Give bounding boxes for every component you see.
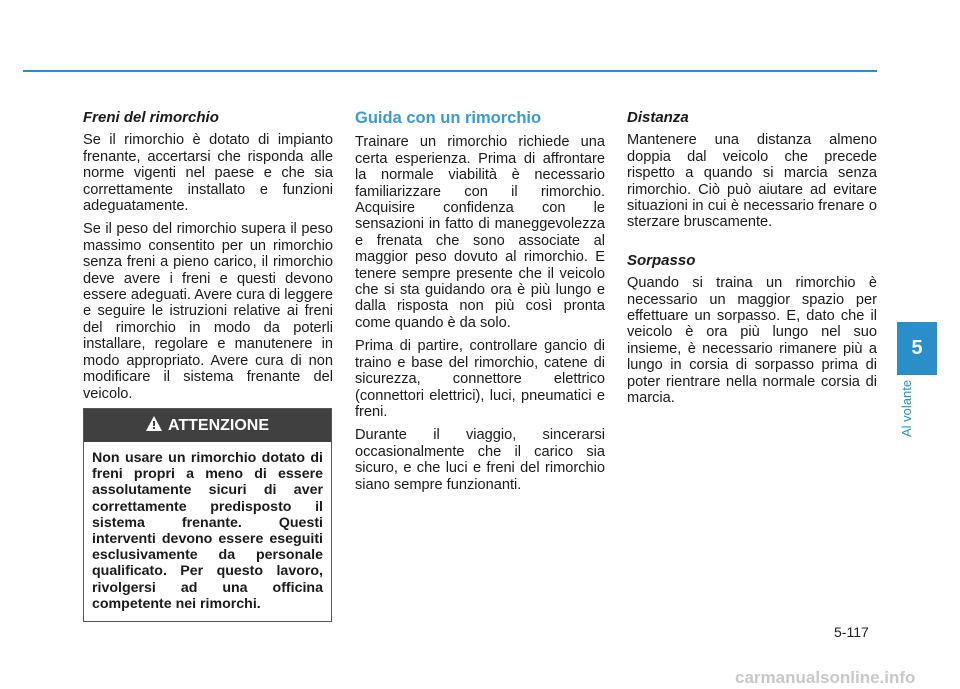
warning-title: ATTENZIONE: [167, 416, 270, 434]
column-3: [627, 110, 877, 414]
warning-text: Non usare un rimorchio dotato di freni propri a meno di essere assolutamente sicuri di aver correttamente predisposto il sistema frenante. Questi interventi devono essere eseguiti esclusivamente da personale qualificato. Per questo lavoro, rivolgersi ad una officina competente nei rimorchi.: [92, 450, 323, 612]
warning-triangle-icon: [146, 416, 162, 436]
paragraph: Se il peso del rimorchio supera il peso massimo consentito per un rimorchio senza freni a pieno carico, il rimorchio deve avere i freni e questi devono essere adeguati. Avere cura di leggere e seguire le istruzioni relative ai freni del rimorchio in modo da poterli installare, regolare e manutenere in modo appropriato. Avere cura di non modificare il sistema frenante del veicolo.: [83, 221, 333, 402]
paragraph: Durante il viaggio, sincerarsi occasionalmente che il carico sia sicuro, e che luci e freni del rimorchio siano sempre funzionanti.: [355, 427, 605, 493]
section-heading: Freni del rimorchio: [83, 109, 219, 126]
paragraph: Prima di partire, controllare gancio di traino e base del rimorchio, catene di sicurezza, connettore elettrico (connettori elettrici), luci, pneumatici e freni.: [355, 338, 605, 420]
paragraph: Se il rimorchio è dotato di impianto frenante, accertarsi che risponda alle norme vigenti nel paese e che sia correttamente installato e funzioni adeguatamente.: [83, 132, 333, 215]
paragraph: Quando si traina un rimorchio è necessario un maggior spazio per effettuare un sorpasso. E, dato che il veicolo è ora più lungo nel suo insieme, è necessario rimanere più a lungo in corsia di sorpasso prima di poter rientrare nella normale corsia di marcia.: [627, 275, 877, 407]
chapter-tab: 5: [897, 322, 937, 375]
top-rule: [23, 70, 877, 72]
watermark: carmanualsonline.info: [735, 668, 916, 687]
paragraph: Trainare un rimorchio richiede una certa esperienza. Prima di affrontare la normale viabilità è necessario familiarizzare con il rimorchio. Acquisire confidenza con le sensazioni in fatto di maneggevolezza e frenata che sono associate al maggior peso dovuto al rimorchio. E tenere sempre presente che il veicolo che si sta guidando ora è più lungo e dalla risposta non più così pronta come quando è da solo.: [355, 134, 605, 331]
column-1: [83, 110, 333, 409]
section-heading: Distanza: [627, 109, 689, 126]
warning-header: [84, 409, 331, 442]
page-number: 5-117: [834, 624, 869, 640]
chapter-title: Al volante: [899, 379, 914, 437]
warning-box: [83, 408, 332, 622]
section-title: Guida con un rimorchio: [355, 109, 542, 127]
column-2: [355, 110, 605, 500]
paragraph: Mantenere una distanza almeno doppia dal veicolo che precede rispetto a quando si marcia senza rimorchio. Ciò può aiutare ad evitare situazioni in cui è necessario frenare o sterzare bruscamente.: [627, 132, 877, 231]
section-heading: Sorpasso: [627, 251, 696, 269]
